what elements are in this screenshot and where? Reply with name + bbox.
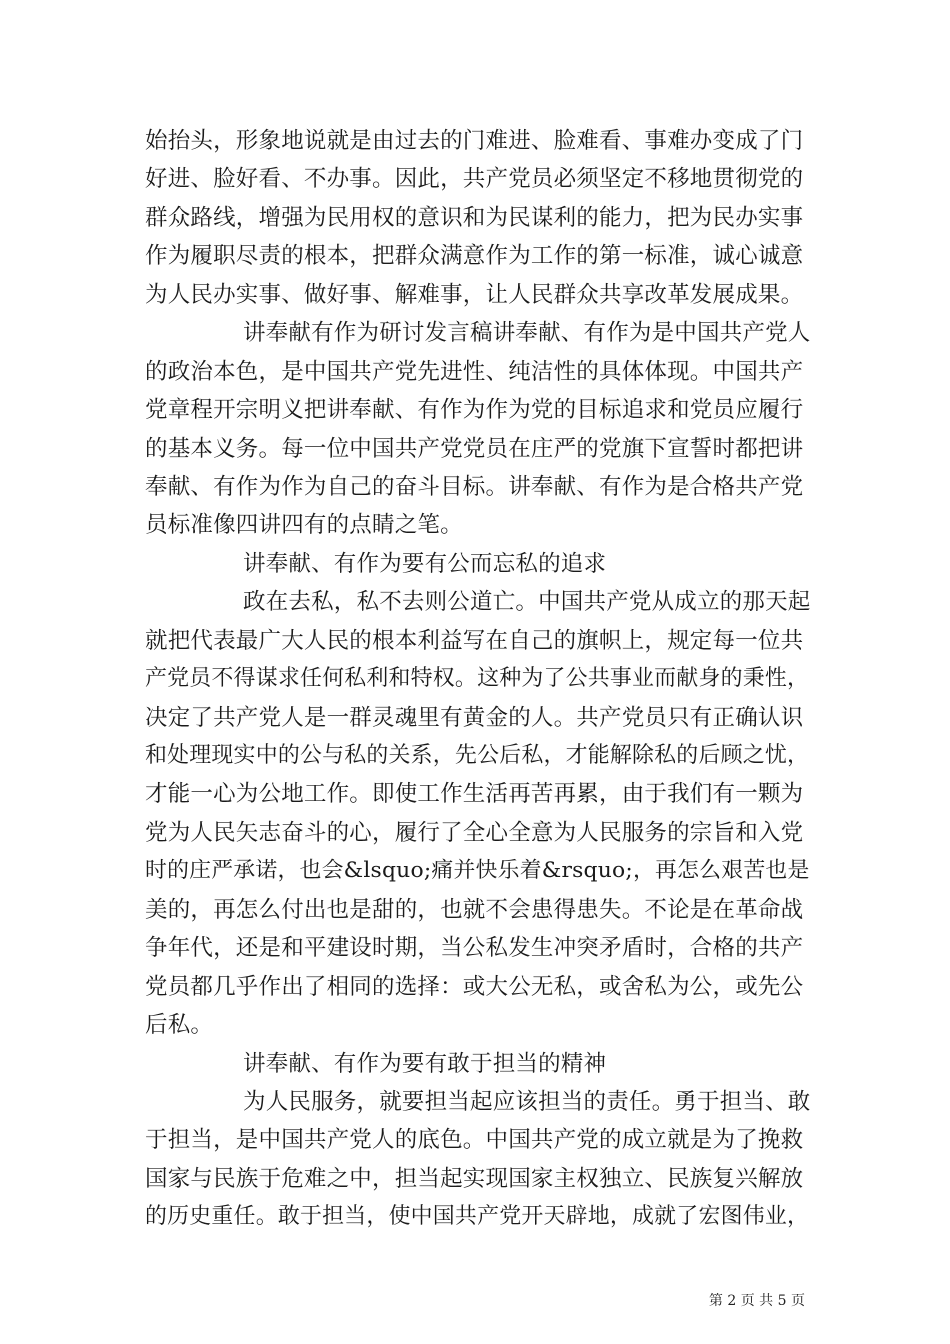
text-line: 员标准像四讲四有的点睛之笔。	[145, 512, 463, 539]
text-line: 为人民办实事、做好事、解难事，让人民群众共享改革发展成果。	[145, 281, 804, 308]
text-line: 的政治本色，是中国共产党先进性、纯洁性的具体体现。中国共产	[145, 358, 804, 385]
text-line: 和处理现实中的公与私的关系，先公后私，才能解除私的后顾之忧，	[145, 743, 810, 768]
text-line: 始抬头，形象地说就是由过去的门难进、脸难看、事难办变成了门	[145, 128, 804, 154]
text-line: 美的，再怎么付出也是甜的，也就不会患得患失。不论是在革命战	[145, 896, 804, 923]
text-line: 好进、脸好看、不办事。因此，共产党员必须坚定不移地贯彻党的	[145, 166, 804, 193]
text-line: 产党员不得谋求任何私利和特权。这种为了公共事业而献身的秉性，	[145, 666, 810, 692]
text-line: 讲奉献有作为研讨发言稿讲奉献、有作为是中国共产党人	[243, 320, 811, 347]
text-line: 奉献、有作为作为自己的奋斗目标。讲奉献、有作为是合格共产党	[145, 473, 804, 500]
text-line: 作为履职尽责的根本，把群众满意作为工作的第一标准，诚心诚意	[145, 243, 804, 270]
text-line: 的基本义务。每一位中国共产党党员在庄严的党旗下宣誓时都把讲	[145, 435, 804, 462]
text-line: 党章程开宗明义把讲奉献、有作为作为党的目标追求和党员应履行	[145, 397, 804, 424]
text-line: 党为人民矢志奋斗的心，履行了全心全意为人民服务的宗旨和入党	[145, 819, 804, 846]
text-line: 讲奉献、有作为要有敢于担当的精神	[243, 1050, 607, 1077]
text-line: 才能一心为公地工作。即使工作生活再苦再累，由于我们有一颗为	[145, 781, 804, 808]
text-line: 决定了共产党人是一群灵魂里有黄金的人。共产党员只有正确认识	[145, 704, 804, 731]
text-line: 后私。	[145, 1012, 214, 1039]
text-line: 的历史重任。敢于担当，使中国共产党开天辟地，成就了宏图伟业，	[145, 1204, 810, 1230]
text-line: 讲奉献、有作为要有公而忘私的追求	[243, 550, 607, 577]
text-line: 党员都几乎作出了相同的选择：或大公无私，或舍私为公，或先公	[145, 973, 804, 1000]
text-line: 就把代表最广大人民的根本利益写在自己的旗帜上，规定每一位共	[145, 627, 804, 654]
text-line: 时的庄严承诺，也会&lsquo;痛并快乐着&rsquo;，再怎么艰苦也是	[145, 858, 810, 884]
text-line: 群众路线，增强为民用权的意识和为民谋利的能力，把为民办实事	[145, 204, 804, 231]
text-line: 于担当，是中国共产党人的底色。中国共产党的成立就是为了挽救	[145, 1127, 804, 1154]
page-number: 第 2 页 共 5 页	[708, 1293, 805, 1309]
body-text	[145, 122, 813, 1237]
text-line: 政在去私，私不去则公道亡。中国共产党从成立的那天起	[243, 589, 811, 616]
text-line: 为人民服务，就要担当起应该担当的责任。勇于担当、敢	[243, 1088, 811, 1115]
text-line: 国家与民族于危难之中，担当起实现国家主权独立、民族复兴解放	[145, 1165, 804, 1192]
text-line: 争年代，还是和平建设时期，当公私发生冲突矛盾时，合格的共产	[145, 935, 804, 962]
